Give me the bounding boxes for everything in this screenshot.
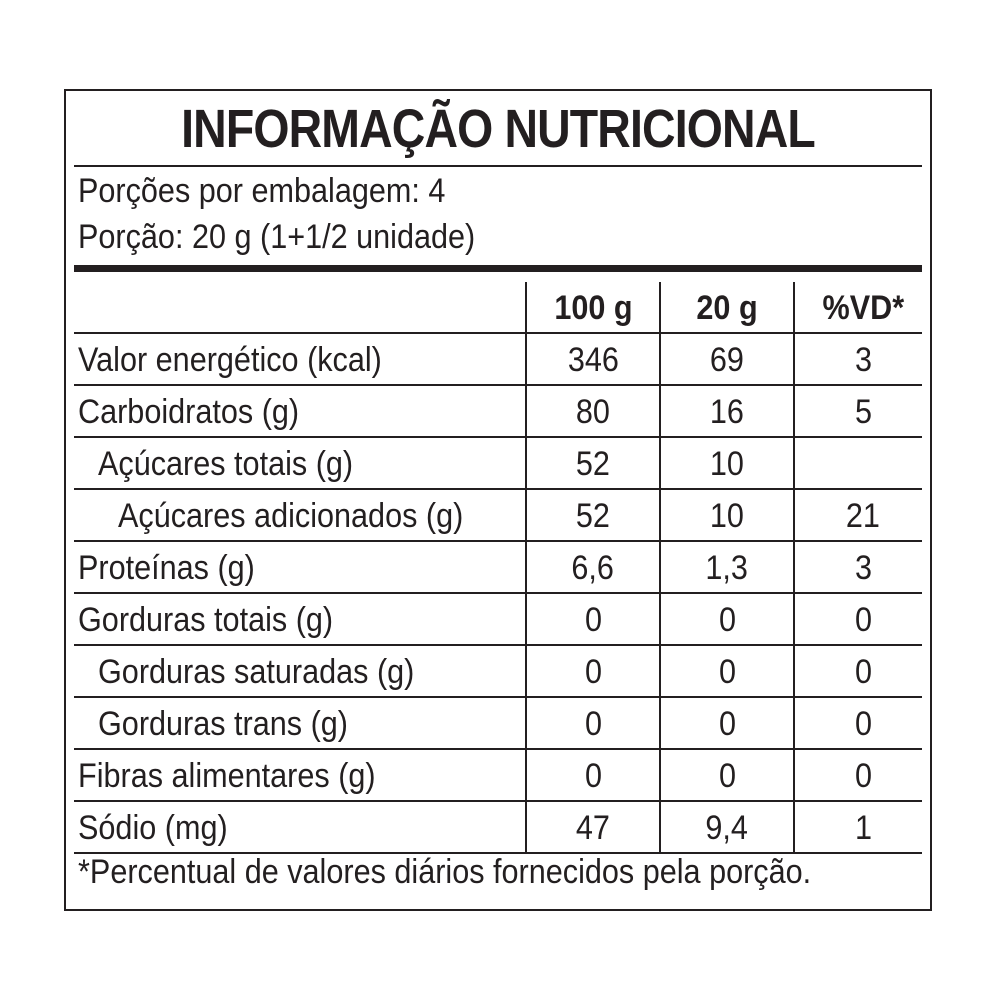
nutrient-name: Valor energético (kcal) xyxy=(78,341,382,379)
value-per-portion: 9,4 xyxy=(705,809,749,847)
value-per-portion: 1,3 xyxy=(705,549,749,587)
value-vd: 0 xyxy=(854,601,872,639)
value-per-portion: 10 xyxy=(709,497,745,535)
value-per-portion: 0 xyxy=(718,601,736,639)
value-vd: 1 xyxy=(854,809,872,847)
thick-divider xyxy=(74,265,922,272)
value-vd: 3 xyxy=(854,549,872,587)
value-per-100g: 346 xyxy=(567,341,619,379)
serving-size: Porção: 20 g (1+1/2 unidade) xyxy=(78,218,476,256)
nutrient-name: Açúcares adicionados (g) xyxy=(118,497,464,535)
value-per-portion: 16 xyxy=(709,393,745,431)
value-per-100g: 6,6 xyxy=(571,549,615,587)
column-separator xyxy=(793,282,795,854)
value-per-portion: 69 xyxy=(709,341,745,379)
value-per-100g: 0 xyxy=(584,705,602,743)
value-vd: 0 xyxy=(854,705,872,743)
title-divider xyxy=(74,165,922,167)
value-per-100g: 80 xyxy=(575,393,611,431)
value-per-portion: 0 xyxy=(718,653,736,691)
value-per-100g: 0 xyxy=(584,601,602,639)
servings-per-package: Porções por embalagem: 4 xyxy=(78,172,446,210)
nutrient-name: Gorduras totais (g) xyxy=(78,601,334,639)
value-per-100g: 0 xyxy=(584,757,602,795)
value-vd: 3 xyxy=(854,341,872,379)
footnote: *Percentual de valores diários fornecidos pela porção. xyxy=(78,853,812,891)
nutrient-name: Proteínas (g) xyxy=(78,549,255,587)
value-vd: 5 xyxy=(854,393,872,431)
column-header-100g: 100 g xyxy=(553,289,633,327)
nutrition-facts-label xyxy=(64,89,932,911)
value-per-100g: 0 xyxy=(584,653,602,691)
value-vd: 0 xyxy=(854,757,872,795)
label-title: INFORMAÇÃO NUTRICIONAL xyxy=(181,99,815,159)
nutrient-name: Açúcares totais (g) xyxy=(98,445,354,483)
column-header-vd: %VD* xyxy=(822,289,904,327)
value-per-100g: 52 xyxy=(575,445,611,483)
value-vd: 0 xyxy=(854,653,872,691)
value-per-portion: 0 xyxy=(718,705,736,743)
nutrient-name: Gorduras saturadas (g) xyxy=(98,653,415,691)
nutrient-name: Fibras alimentares (g) xyxy=(78,757,376,795)
value-per-portion: 10 xyxy=(709,445,745,483)
value-vd: 21 xyxy=(845,497,881,535)
column-separator xyxy=(659,282,661,854)
column-header-portion: 20 g xyxy=(696,289,758,327)
value-per-portion: 0 xyxy=(718,757,736,795)
nutrient-name: Gorduras trans (g) xyxy=(98,705,348,743)
nutrient-name: Carboidratos (g) xyxy=(78,393,300,431)
column-separator xyxy=(525,282,527,854)
value-per-100g: 52 xyxy=(575,497,611,535)
nutrition-table xyxy=(74,282,922,854)
value-per-100g: 47 xyxy=(575,809,611,847)
value-vd xyxy=(794,438,932,488)
nutrient-name: Sódio (mg) xyxy=(78,809,228,847)
